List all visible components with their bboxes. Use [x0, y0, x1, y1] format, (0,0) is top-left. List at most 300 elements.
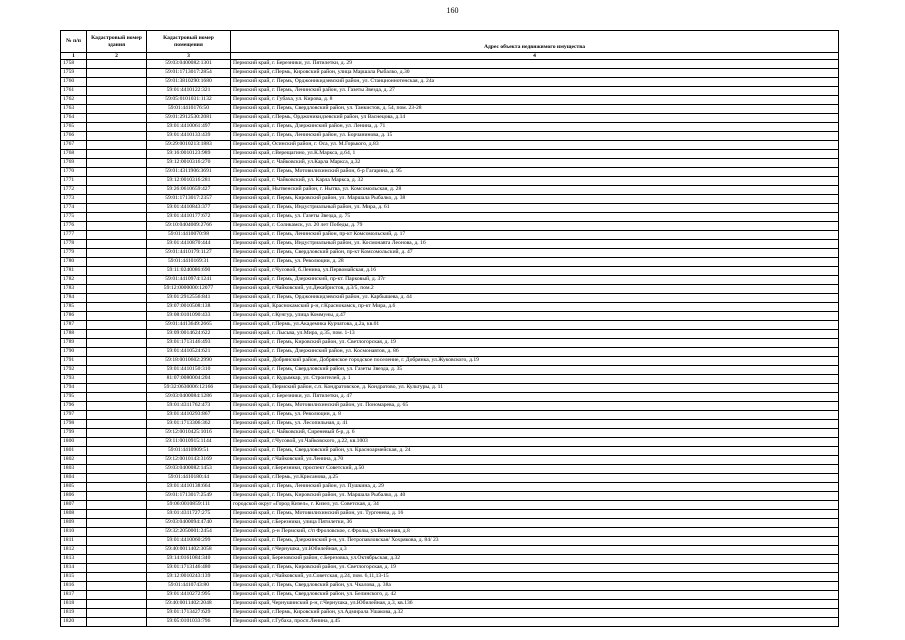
building-cadastral-number [87, 258, 147, 267]
property-address: Пермский край, г. Пермь, Ленинский район, ул. Пушкина, д. 29 [231, 483, 839, 492]
row-number: 1801 [61, 447, 87, 456]
table-row [61, 150, 839, 159]
premises-cadastral-number: 59:01:1713306:362 [147, 420, 231, 429]
property-address: Пермский край, г.Пермь, ул.Академика Курчатова, д.2а, кв.01 [231, 321, 839, 330]
property-address: Пермский край, Нытвенский район, г. Нытва, ул. Комсомольская, д. 28 [231, 186, 839, 195]
premises-cadastral-number: 59:32:2050001:2454 [147, 528, 231, 537]
table-row [61, 78, 839, 87]
property-address: Пермский край, г. Пермь, Кировский район, ул. Маршала Рыбалко, д. 40 [231, 492, 839, 501]
row-number: 1760 [61, 78, 87, 87]
property-address: Пермский край, г. Пермь, Мотовилихинский район, б-р Гагарина, д. 95 [231, 168, 839, 177]
building-cadastral-number [87, 618, 147, 627]
table-row [61, 321, 839, 330]
table-row [61, 303, 839, 312]
row-number: 1792 [61, 366, 87, 375]
row-number: 1774 [61, 204, 87, 213]
premises-cadastral-number: 59:10:0404009:2766 [147, 222, 231, 231]
premises-cadastral-number: 59:40:0011402:3058 [147, 546, 231, 555]
table-row [61, 339, 839, 348]
premises-cadastral-number: 59:01:4410138:664 [147, 483, 231, 492]
row-number: 1818 [61, 600, 87, 609]
row-number: 1813 [61, 555, 87, 564]
table-row [61, 285, 839, 294]
property-address: Пермский край, Березовский район, с.Березовка, ул.Октябрьская, д.32 [231, 555, 839, 564]
building-cadastral-number [87, 573, 147, 582]
building-cadastral-number [87, 294, 147, 303]
property-address: Пермский край, г. Пермь, Свердловский район, ул. Танкистов, д. 54, пом. 23-28 [231, 105, 839, 114]
building-cadastral-number [87, 132, 147, 141]
premises-cadastral-number: 59:01:2912530:2081 [147, 114, 231, 123]
row-number: 1807 [61, 501, 87, 510]
premises-cadastral-number: 59:14:0161084:340 [147, 555, 231, 564]
building-cadastral-number [87, 195, 147, 204]
row-number: 1796 [61, 402, 87, 411]
building-cadastral-number [87, 141, 147, 150]
row-number: 1820 [61, 618, 87, 627]
property-address: Пермский край, г.Пермь, Кировский район, ул.Адмирала Ушакова, д.32 [231, 609, 839, 618]
property-address: Пермский край, г. Пермь, Дзержинский район, ул. Космонавтов, д. 86 [231, 348, 839, 357]
header-col-4: 4 [231, 53, 839, 60]
building-cadastral-number [87, 393, 147, 402]
premises-cadastral-number: 59:01:1713146:493 [147, 339, 231, 348]
row-number: 1765 [61, 123, 87, 132]
table-row [61, 87, 839, 96]
property-address: Пермский край, г. Пермь, ул. Революции, д. 28 [231, 258, 839, 267]
premises-cadastral-number: 59:01:4410176:50 [147, 105, 231, 114]
premises-cadastral-number: 59:01:4410169:31 [147, 258, 231, 267]
building-cadastral-number [87, 312, 147, 321]
property-address: Пермский край, Добрянский район, Добрянское городское поселение, г. Добрянка, ул.Жуковского, д.19 [231, 357, 839, 366]
property-address: Пермский край, г. Пермь, Кировский район, ул. Маршала Рыбалко, д. 38 [231, 195, 839, 204]
building-cadastral-number [87, 348, 147, 357]
row-number: 1776 [61, 222, 87, 231]
row-number: 1795 [61, 393, 87, 402]
property-address: Пермский край, Осинский район, г. Оса, ул. М.Горького, д.83 [231, 141, 839, 150]
building-cadastral-number [87, 582, 147, 591]
table-row [61, 177, 839, 186]
table-row [61, 276, 839, 285]
property-address: Пермский край, г.Березники, проспект Советский, д.50 [231, 465, 839, 474]
building-cadastral-number [87, 204, 147, 213]
premises-cadastral-number: 59:01:4410061:497 [147, 123, 231, 132]
property-address: Пермский край, г. Пермь, ул. Лесопильная, д. 41 [231, 420, 839, 429]
row-number: 1816 [61, 582, 87, 591]
row-number: 1784 [61, 294, 87, 303]
row-number: 1800 [61, 438, 87, 447]
building-cadastral-number [87, 69, 147, 78]
row-number: 1787 [61, 321, 87, 330]
premises-cadastral-number: 59:01:4410843:377 [147, 204, 231, 213]
building-cadastral-number [87, 177, 147, 186]
table-row [61, 420, 839, 429]
building-cadastral-number [87, 420, 147, 429]
property-address: Пермский край, г.Чайковский, ул.Советская, д.24, пом. 6,11,13-15 [231, 573, 839, 582]
property-address: Пермский край, г. Пермь, Мотовилихинский район, ул. Тургенева, д. 16 [231, 510, 839, 519]
table-row [61, 330, 839, 339]
building-cadastral-number [87, 411, 147, 420]
table-row [61, 159, 839, 168]
row-number: 1790 [61, 348, 87, 357]
building-cadastral-number [87, 600, 147, 609]
row-number: 1780 [61, 258, 87, 267]
property-address: Пермский край, г. Губаха, ул. Кирова, д. 8 [231, 96, 839, 105]
premises-cadastral-number: 59:01:4410179:1127 [147, 249, 231, 258]
property-address: Пермский край, г.Пермь, Кировский район, улица Маршала Рыбалко, д.30 [231, 69, 839, 78]
row-number: 1817 [61, 591, 87, 600]
building-cadastral-number [87, 267, 147, 276]
property-address: Пермский край, г. Пермь, ул. Газеты Звезда, д. 75 [231, 213, 839, 222]
property-address: Пермский край, г. Пермь, Ленинский район, ул. Борчанинова, д. 15 [231, 132, 839, 141]
row-number: 1803 [61, 465, 87, 474]
row-number: 1767 [61, 141, 87, 150]
property-address: Пермский край, г.Пермь, Орджоникидзевский район, ул Васнецова, д.14 [231, 114, 839, 123]
property-address: Пермский край, г. Березники, ул. Пятилетки, д. 29 [231, 60, 839, 69]
table-row [61, 123, 839, 132]
property-address: Пермский край, г. Лысьва, ул.Мира, д.35, пом. 1-13 [231, 330, 839, 339]
premises-cadastral-number: 59:01:3810290:1680 [147, 78, 231, 87]
premises-cadastral-number: 59:40:0011402:2048 [147, 600, 231, 609]
premises-cadastral-number: 59:32:0630006:12166 [147, 384, 231, 393]
premises-cadastral-number: 59:01:4410133:439 [147, 132, 231, 141]
building-cadastral-number [87, 564, 147, 573]
premises-cadastral-number: 59:01:1713427:629 [147, 609, 231, 618]
building-cadastral-number [87, 114, 147, 123]
building-cadastral-number [87, 240, 147, 249]
row-number: 1808 [61, 510, 87, 519]
premises-cadastral-number: 59:09:0014624:622 [147, 330, 231, 339]
row-number: 1804 [61, 474, 87, 483]
property-address: Пермский край, г. Пермь, Мотовилихинский район, ул. Пономарева, д. 65 [231, 402, 839, 411]
table-row [61, 357, 839, 366]
table-row [61, 114, 839, 123]
table-row [61, 375, 839, 384]
premises-cadastral-number: 59:01:2912556:841 [147, 294, 231, 303]
table-row [61, 132, 839, 141]
table-row [61, 573, 839, 582]
row-number: 1785 [61, 303, 87, 312]
building-cadastral-number [87, 159, 147, 168]
table-row [61, 537, 839, 546]
building-cadastral-number [87, 492, 147, 501]
premises-cadastral-number: 59:01:4311906:3691 [147, 168, 231, 177]
premises-cadastral-number: 59:03:0400094:4740 [147, 519, 231, 528]
premises-cadastral-number: 59:01:4410870:444 [147, 240, 231, 249]
table-row [61, 582, 839, 591]
table-row [61, 600, 839, 609]
building-cadastral-number [87, 537, 147, 546]
property-address: Пермский край, г.Верещагино, ул.К.Маркса, д.64, 1 [231, 150, 839, 159]
row-number: 1791 [61, 357, 87, 366]
premises-cadastral-number: 59:01:4410524:621 [147, 348, 231, 357]
property-address: Пермский край, Краснокамский р-н, г.Краснокамск, пр-кт Мира, д.6 [231, 303, 839, 312]
table-row [61, 141, 839, 150]
header-col-3: 3 [147, 53, 231, 60]
property-address: Пермский край, г. Пермь, Ленинский район, пр-кт Комсомольский, д. 17 [231, 231, 839, 240]
table-row [61, 366, 839, 375]
table-row [61, 249, 839, 258]
premises-cadastral-number: 59:01:4410060:299 [147, 537, 231, 546]
building-cadastral-number [87, 384, 147, 393]
premises-cadastral-number: 59:01:1713146:480 [147, 564, 231, 573]
row-number: 1811 [61, 537, 87, 546]
property-address: Пермский край, г. Чайковский, ул.Карла Маркса, д.32 [231, 159, 839, 168]
premises-cadastral-number: 59:01:1713017:2549 [147, 492, 231, 501]
table-row [61, 519, 839, 528]
building-cadastral-number [87, 483, 147, 492]
premises-cadastral-number: 59:01:4410293:867 [147, 411, 231, 420]
row-number: 1799 [61, 429, 87, 438]
table-row [61, 105, 839, 114]
table-row [61, 555, 839, 564]
table-row [61, 564, 839, 573]
table-row [61, 501, 839, 510]
building-cadastral-number [87, 510, 147, 519]
building-cadastral-number [87, 285, 147, 294]
row-number: 1786 [61, 312, 87, 321]
building-cadastral-number [87, 402, 147, 411]
row-number: 1809 [61, 519, 87, 528]
row-number: 1810 [61, 528, 87, 537]
premises-cadastral-number: 59:01:4410122:321 [147, 87, 231, 96]
row-number: 1764 [61, 114, 87, 123]
property-address: Пермский край, г.Чайковский, ул.Декабристов, д.3/5, пом.2 [231, 285, 839, 294]
table-row [61, 186, 839, 195]
row-number: 1772 [61, 186, 87, 195]
premises-cadastral-number: 59:12:0010425:1016 [147, 429, 231, 438]
building-cadastral-number [87, 357, 147, 366]
property-address: Пермский край, г.Чернушка, ул.Юбилейная, д.3 [231, 546, 839, 555]
row-number: 1802 [61, 456, 87, 465]
building-cadastral-number [87, 60, 147, 69]
building-cadastral-number [87, 528, 147, 537]
table-row [61, 402, 839, 411]
premises-cadastral-number: 59:07:0010508:138 [147, 303, 231, 312]
premises-cadastral-number: 59:01:4413649:2665 [147, 321, 231, 330]
row-number: 1788 [61, 330, 87, 339]
row-number: 1758 [61, 60, 87, 69]
building-cadastral-number [87, 519, 147, 528]
row-number: 1770 [61, 168, 87, 177]
premises-cadastral-number: 59:08:0101090:433 [147, 312, 231, 321]
row-number: 1773 [61, 195, 87, 204]
table-row [61, 96, 839, 105]
row-number: 1814 [61, 564, 87, 573]
building-cadastral-number [87, 150, 147, 159]
property-address: Пермский край, Пермский район, с.п. Кондратовское, д. Кондратово, ул. Культуры, д. 11 [231, 384, 839, 393]
property-address: Пермский край, г.Чусовой, б.Ленина, ул.Первомайская, д.16 [231, 267, 839, 276]
table-row [61, 609, 839, 618]
header-col-1: 1 [61, 53, 87, 60]
property-address: Пермский край, г.Чайковский, ул.Ленина, д.70 [231, 456, 839, 465]
premises-cadastral-number: 59:03:0400084:1286 [147, 393, 231, 402]
table-row [61, 384, 839, 393]
property-address: Пермский край, г.Кунгур, улица Коммуны, д.47 [231, 312, 839, 321]
premises-cadastral-number: 59:01:4311762:473 [147, 402, 231, 411]
table-row [61, 591, 839, 600]
table-row [61, 60, 839, 69]
table-row [61, 231, 839, 240]
premises-cadastral-number: 59:01:4410180:44 [147, 474, 231, 483]
building-cadastral-number [87, 168, 147, 177]
building-cadastral-number [87, 375, 147, 384]
table-row [61, 222, 839, 231]
table-row [61, 348, 839, 357]
building-cadastral-number [87, 474, 147, 483]
row-number: 1761 [61, 87, 87, 96]
property-address: Пермский край, г. Пермь, Свердловский район, ул. Чкалова, д. 38а [231, 582, 839, 591]
premises-cadastral-number: 59:01:4410974:1241 [147, 276, 231, 285]
building-cadastral-number [87, 231, 147, 240]
row-number: 1769 [61, 159, 87, 168]
table-row [61, 438, 839, 447]
premises-cadastral-number: 59:01:4410743:80 [147, 582, 231, 591]
header-building-cadastral: Кадастровый номер здания [87, 31, 147, 53]
property-address: Пермский край, г. Чайковский, Сиреневый б-р, д. 6 [231, 429, 839, 438]
building-cadastral-number [87, 438, 147, 447]
property-address: Пермский край, г.Губаха, просп.Ленина, д.45 [231, 618, 839, 627]
property-address: Пермский край, г. Пермь, Кировский район, ул. Светлогорская, д. 19 [231, 339, 839, 348]
premises-cadastral-number: 59:12:0010316:270 [147, 159, 231, 168]
building-cadastral-number [87, 546, 147, 555]
building-cadastral-number [87, 213, 147, 222]
property-address: Пермский край, г. Пермь, Индустриальный район, ул. Мира, д. 61 [231, 204, 839, 213]
property-address: Пермский край, г.Пермь, ул.Крисанова, д.25 [231, 474, 839, 483]
property-address: Пермский край, г. Соликамск, ул. 20 лет Победы, д. 79 [231, 222, 839, 231]
property-address: Пермский край, г. Пермь, Свердловский район, пр-кт Комсомольский, д. 47 [231, 249, 839, 258]
row-number: 1805 [61, 483, 87, 492]
row-number: 1812 [61, 546, 87, 555]
row-number: 1759 [61, 69, 87, 78]
row-number: 1797 [61, 411, 87, 420]
property-table [60, 30, 839, 627]
premises-cadastral-number: 59:03:0400082:1301 [147, 60, 231, 69]
building-cadastral-number [87, 186, 147, 195]
building-cadastral-number [87, 609, 147, 618]
property-address: городской округ «Город Кизел», г. Кизел, ул. Советская, д. 34 [231, 501, 839, 510]
property-address: Пермский край, г. Пермь, Ленинский район, ул. Газеты Звезда, д. 27 [231, 87, 839, 96]
table-row [61, 411, 839, 420]
premises-cadastral-number: 59:01:1713017:2357 [147, 195, 231, 204]
row-number: 1789 [61, 339, 87, 348]
premises-cadastral-number: 59:29:0010213:1883 [147, 141, 231, 150]
building-cadastral-number [87, 591, 147, 600]
row-number: 1777 [61, 231, 87, 240]
table-row [61, 240, 839, 249]
property-address: Пермский край, г.Березники, улица Пятилетки, 36 [231, 519, 839, 528]
building-cadastral-number [87, 321, 147, 330]
table-row [61, 294, 839, 303]
premises-cadastral-number: 81:07:0080004:204 [147, 375, 231, 384]
premises-cadastral-number: 59:12:0010143:3169 [147, 456, 231, 465]
table-row [61, 546, 839, 555]
property-address: Пермский край, г. Березники, ул. Пятилетки, д. 47 [231, 393, 839, 402]
table-row [61, 69, 839, 78]
table-row [61, 483, 839, 492]
row-number: 1779 [61, 249, 87, 258]
table-row [61, 204, 839, 213]
property-address: Пермский край, г. Кудымкар, ул. Строителей, д. 1 [231, 375, 839, 384]
building-cadastral-number [87, 465, 147, 474]
premises-cadastral-number: 59:05:0101033:796 [147, 618, 231, 627]
premises-cadastral-number: 59:05:0101031:1132 [147, 96, 231, 105]
property-address: Пермский край, г. Пермь, Свердловский район, ул. Белинского, д. 42 [231, 591, 839, 600]
premises-cadastral-number: 59:12:0010316:281 [147, 177, 231, 186]
building-cadastral-number [87, 78, 147, 87]
property-address: Пермский край, г. Пермь, Индустриальный район, ул. Космонавта Леонова, д. 16 [231, 240, 839, 249]
building-cadastral-number [87, 501, 147, 510]
row-number: 1771 [61, 177, 87, 186]
row-number: 1775 [61, 213, 87, 222]
row-number: 1778 [61, 240, 87, 249]
header-col-2: 2 [87, 53, 147, 60]
building-cadastral-number [87, 276, 147, 285]
row-number: 1763 [61, 105, 87, 114]
premises-cadastral-number: 59:16:0010123:989 [147, 150, 231, 159]
table-row [61, 393, 839, 402]
premises-cadastral-number: 59:18:0010602:2990 [147, 357, 231, 366]
table-row [61, 447, 839, 456]
property-address: Пермский край, г. Пермь, Орджоникидзевский район, ул. Станционнотенская, д. 24а [231, 78, 839, 87]
building-cadastral-number [87, 123, 147, 132]
table-row [61, 618, 839, 627]
premises-cadastral-number: 59:01:4410909:51 [147, 447, 231, 456]
table-row [61, 492, 839, 501]
table-row [61, 510, 839, 519]
property-address: Пермский край, г. Пермь, Орджоникидзевский район, ул. Карбышева, д. 44 [231, 294, 839, 303]
property-address: Пермский край, г. Пермь, Дзержинский р-н, ул. Петропавловская/ Хохрякова, д. 84/ 23 [231, 537, 839, 546]
row-number: 1768 [61, 150, 87, 159]
property-address: Пермский край, р-н Пермский, с/п Фроловское, с.Фролы, ул.Весенняя, д.8 [231, 528, 839, 537]
building-cadastral-number [87, 429, 147, 438]
row-number: 1781 [61, 267, 87, 276]
premises-cadastral-number: 59:11:0010915:1144 [147, 438, 231, 447]
building-cadastral-number [87, 222, 147, 231]
building-cadastral-number [87, 555, 147, 564]
table-row [61, 258, 839, 267]
header-number-row [61, 53, 839, 60]
table-row [61, 465, 839, 474]
premises-cadastral-number: 59:11:0240086:690 [147, 267, 231, 276]
premises-cadastral-number: 59:01:1713017:2854 [147, 69, 231, 78]
property-address: Пермский край, г.Чусовой, ул.Чайковского, д.22, кв.1003 [231, 438, 839, 447]
property-address: Пермский край, г. Пермь, Свердловский район, ул. Газеты Звезда, д. 35 [231, 366, 839, 375]
table-body [61, 60, 839, 627]
premises-cadastral-number: 59:26:0610659:427 [147, 186, 231, 195]
row-number: 1794 [61, 384, 87, 393]
row-number: 1762 [61, 96, 87, 105]
premises-cadastral-number: 59:06:0010859:111 [147, 501, 231, 510]
property-address: Пермский край, г. Пермь, Дзержинский район, ул. Ленина, д. 71 [231, 123, 839, 132]
table-row [61, 267, 839, 276]
building-cadastral-number [87, 456, 147, 465]
building-cadastral-number [87, 249, 147, 258]
header-num: № п/п [61, 31, 87, 53]
premises-cadastral-number: 59:01:4410070:98 [147, 231, 231, 240]
premises-cadastral-number: 59:01:4410177:672 [147, 213, 231, 222]
premises-cadastral-number: 59:12:0000000:12077 [147, 285, 231, 294]
table-row [61, 429, 839, 438]
property-address: Пермский край, г. Пермь, Кировский район, ул. Светлогорская, д. 19 [231, 564, 839, 573]
row-number: 1782 [61, 276, 87, 285]
page-number: 160 [446, 6, 459, 15]
premises-cadastral-number: 59:01:4311727:275 [147, 510, 231, 519]
table-row [61, 213, 839, 222]
property-address: Пермский край, г. Чайковский, ул. Карла Маркса, д. 32 [231, 177, 839, 186]
building-cadastral-number [87, 447, 147, 456]
premises-cadastral-number: 59:01:4410150:310 [147, 366, 231, 375]
property-address: Пермский край, г. Пермь, ул. Революции, д. 8 [231, 411, 839, 420]
building-cadastral-number [87, 339, 147, 348]
